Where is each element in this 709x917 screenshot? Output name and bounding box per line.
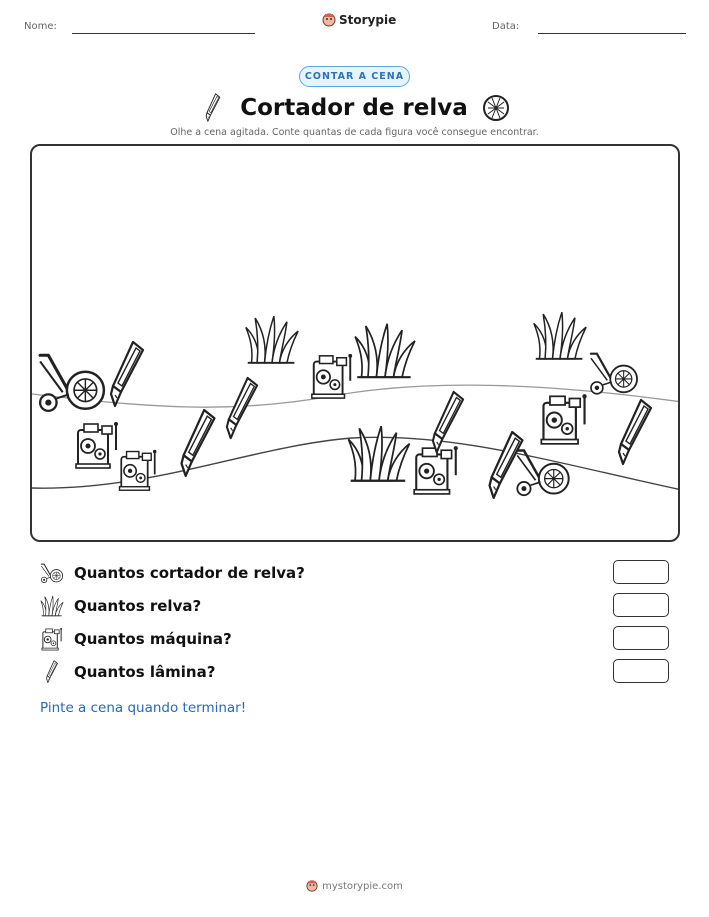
lawnmower-icon	[40, 561, 64, 585]
storypie-mascot-icon	[306, 880, 318, 892]
question-row-lawnmower	[40, 560, 305, 586]
blade-icon	[200, 93, 226, 123]
scene-machine	[414, 446, 458, 494]
date-line[interactable]	[538, 33, 686, 34]
scene-machine	[76, 422, 118, 468]
scene-lawnmower	[517, 450, 568, 495]
answer-box-grass[interactable]	[613, 593, 669, 617]
scene-lawnmower	[40, 355, 104, 411]
question-text: Quantos máquina?	[74, 630, 232, 648]
scene-blade	[111, 342, 143, 406]
scene-machine	[312, 354, 352, 398]
scene-machine	[541, 394, 586, 444]
scene-grass	[348, 426, 409, 481]
question-row-machine	[40, 626, 232, 652]
answer-box-lawnmower[interactable]	[613, 560, 669, 584]
coloring-instruction: Pinte a cena quando terminar!	[40, 700, 247, 716]
question-row-grass	[40, 593, 201, 619]
scene-grass	[355, 324, 415, 377]
blade-icon	[40, 660, 64, 684]
title-text: Cortador de relva	[240, 95, 468, 121]
name-line[interactable]	[72, 33, 255, 34]
question-row-blade	[40, 659, 215, 685]
scene-grass	[246, 316, 298, 363]
footer-url[interactable]: mystorypie.com	[322, 880, 403, 892]
scene-lawnmower	[591, 354, 637, 394]
scene-blade	[227, 378, 257, 438]
scene-machine	[120, 450, 157, 490]
mower-wheel-icon	[482, 94, 510, 122]
machine-icon	[40, 627, 64, 651]
brand-logo	[322, 13, 396, 27]
scene-blade	[619, 400, 651, 464]
scene-illustration	[32, 146, 680, 542]
answer-box-blade[interactable]	[613, 659, 669, 683]
date-label: Data:	[492, 21, 520, 32]
grass-icon	[40, 594, 64, 618]
storypie-mascot-icon	[322, 13, 336, 27]
page-title	[200, 90, 510, 126]
section-badge: CONTAR A CENA	[299, 66, 410, 87]
question-text: Quantos relva?	[74, 597, 202, 615]
scene-grass	[534, 312, 586, 359]
scene-blade	[182, 410, 215, 476]
instructions-subtitle: Olhe a cena agitada. Conte quantas de cada figura você consegue encontrar.	[170, 127, 539, 138]
brand-name: Storypie	[339, 13, 397, 27]
counting-scene[interactable]	[30, 144, 680, 542]
answer-box-machine[interactable]	[613, 626, 669, 650]
question-text: Quantos cortador de relva?	[74, 564, 305, 582]
name-label: Nome:	[24, 21, 57, 32]
footer	[0, 880, 709, 892]
question-text: Quantos lâmina?	[74, 663, 216, 681]
